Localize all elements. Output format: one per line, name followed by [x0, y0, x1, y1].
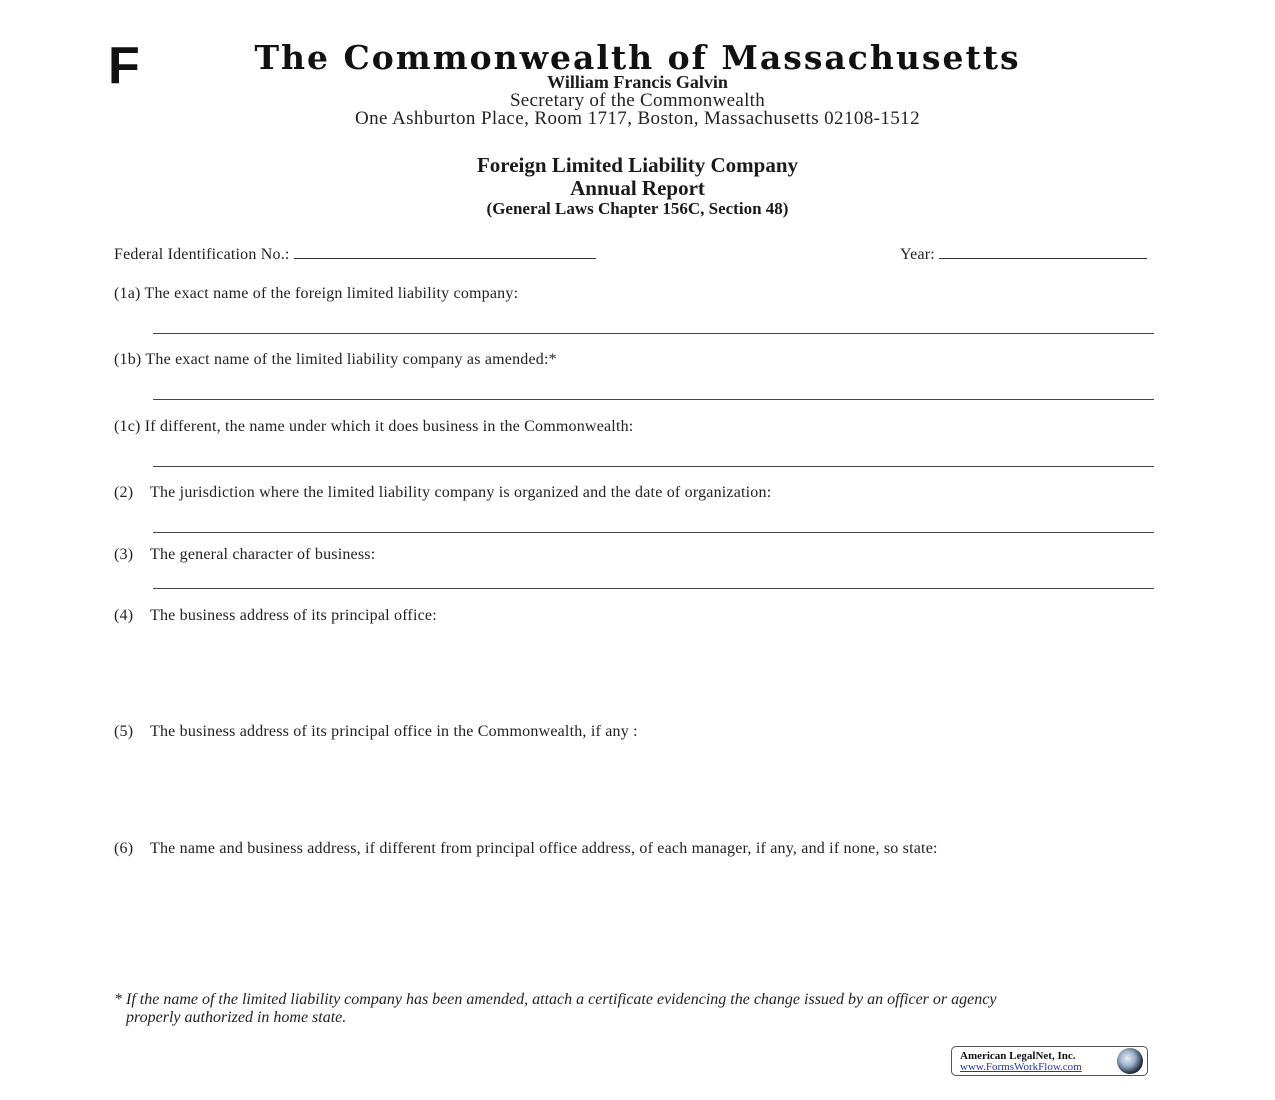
form-title: Foreign Limited Liability Company	[476, 153, 799, 177]
item-1a-label	[114, 284, 518, 304]
item-text: The name and business address, if different from principal office address, of each manager, if any, and if none, so state:	[150, 840, 938, 857]
item-6-input[interactable]	[153, 865, 1154, 980]
item-text: The exact name of the foreign limited liability company:	[144, 285, 519, 302]
item-3-input[interactable]	[153, 588, 1154, 589]
item-6-label	[114, 839, 938, 859]
item-1b-label	[114, 350, 557, 370]
state-title: The Commonwealth of Massachusetts	[254, 38, 1021, 77]
form-letter: F	[108, 37, 140, 95]
federal-id-label: Federal Identification No.:	[114, 246, 290, 263]
item-2-label	[114, 483, 771, 503]
item-1a-input[interactable]	[153, 333, 1154, 334]
publisher-name: American LegalNet, Inc.	[960, 1050, 1076, 1062]
item-5-label	[114, 722, 638, 742]
federal-id-field	[114, 244, 596, 265]
federal-id-input[interactable]	[294, 244, 596, 259]
item-number: (1b)	[114, 351, 142, 368]
item-text: The exact name of the limited liability company as amended:*	[145, 351, 557, 368]
item-number: (4)	[114, 607, 134, 624]
form-subtitle: Annual Report	[570, 176, 705, 200]
globe-icon	[1117, 1048, 1143, 1074]
item-text: The business address of its principal office:	[150, 607, 437, 624]
publisher-url-link[interactable]: www.FormsWorkFlow.com	[960, 1061, 1082, 1073]
secretary-name: William Francis Galvin	[547, 72, 728, 92]
item-3-label	[114, 545, 375, 565]
item-text: The general character of business:	[150, 546, 376, 563]
item-1b-input[interactable]	[153, 399, 1154, 400]
year-label: Year:	[900, 246, 935, 263]
item-1c-label	[114, 417, 633, 437]
item-2-input[interactable]	[153, 532, 1154, 533]
item-5-input[interactable]	[153, 748, 1154, 833]
item-number: (1a)	[114, 285, 141, 302]
item-number: (3)	[114, 546, 134, 563]
secretary-title: Secretary of the Commonwealth	[509, 90, 766, 111]
year-input[interactable]	[939, 244, 1147, 259]
item-text: The jurisdiction where the limited liability company is organized and the date of organization:	[150, 484, 772, 501]
item-number: (6)	[114, 840, 134, 857]
office-address: One Ashburton Place, Room 1717, Boston, Massachusetts 02108-1512	[355, 108, 920, 129]
item-number: (1c)	[114, 418, 141, 435]
item-1c-input[interactable]	[153, 466, 1154, 467]
item-4-input[interactable]	[153, 632, 1154, 717]
item-number: (2)	[114, 484, 134, 501]
footnote-line-2: properly authorized in home state.	[126, 1009, 347, 1026]
publisher-badge[interactable]	[951, 1046, 1148, 1076]
footnote-line-1: * If the name of the limited liability company has been amended, attach a certificate evidencing the change issued by an officer or agency	[114, 991, 997, 1008]
item-number: (5)	[114, 723, 134, 740]
item-text: If different, the name under which it does business in the Commonwealth:	[144, 418, 634, 435]
year-field	[900, 244, 1147, 265]
item-text: The business address of its principal office in the Commonwealth, if any :	[150, 723, 638, 740]
form-statute: (General Laws Chapter 156C, Section 48)	[486, 199, 789, 218]
footnote	[114, 991, 1164, 1027]
item-4-label	[114, 606, 437, 626]
